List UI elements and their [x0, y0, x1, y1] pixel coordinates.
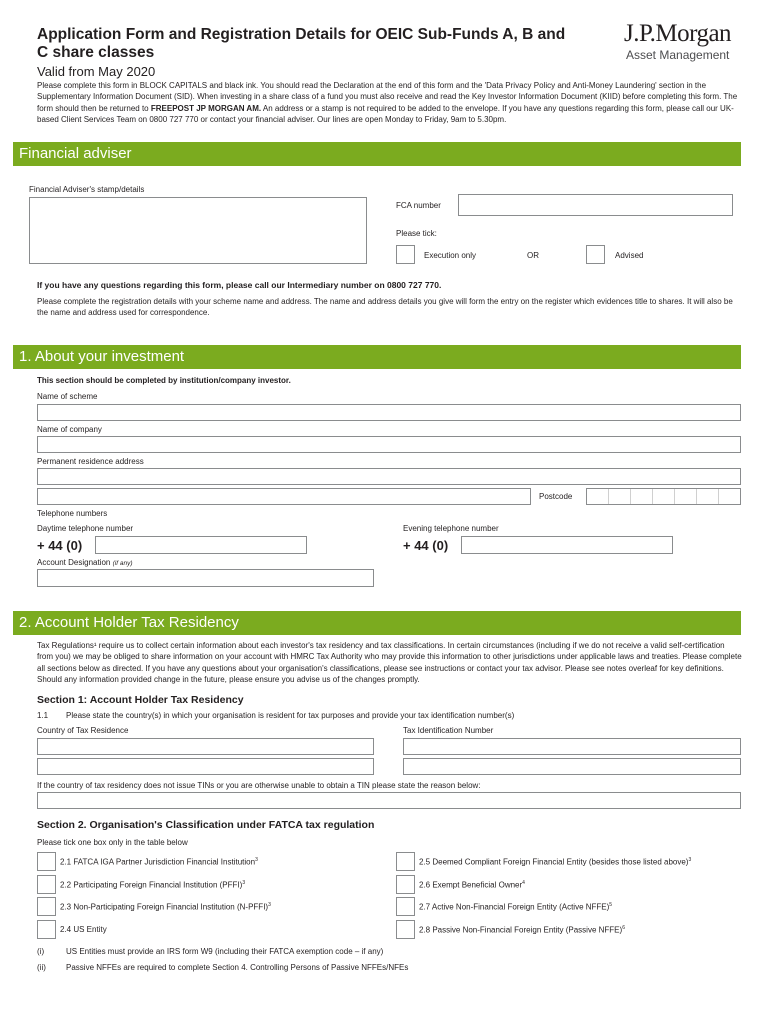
fatca-2-3-footnote: 3	[268, 902, 271, 908]
country-residence-input-2[interactable]	[37, 758, 374, 775]
intro-paragraph	[37, 80, 742, 126]
fatca-2-7-text: 2.7 Active Non-Financial Foreign Entity (Active NFFE)	[419, 902, 610, 912]
evening-phone-input[interactable]	[461, 536, 673, 554]
fatca-2-8-footnote: 6	[622, 925, 625, 931]
fatca-2-3-checkbox[interactable]	[37, 897, 56, 916]
valid-from: Valid from May 2020	[37, 64, 156, 79]
postcode-cell	[653, 489, 675, 504]
registration-note: Please complete the registration details with your scheme name and address. The name and address details you give will form the entry on the register which evidences title to shares. It will also be the name and address used for correspondence.	[37, 297, 733, 318]
fatca-2-5-checkbox[interactable]	[396, 852, 415, 871]
note-text: Passive NFFEs are required to complete Section 4. Controlling Persons of Passive NFFEs/NFEs	[66, 963, 409, 972]
fatca-2-8-text: 2.8 Passive Non-Financial Foreign Entity (Passive NFFE)	[419, 925, 623, 935]
fatca-2-1-label	[60, 857, 258, 867]
fatca-2-3-label	[60, 902, 271, 912]
telephone-label: Telephone numbers	[37, 509, 108, 518]
section1-heading: Section 1: Account Holder Tax Residency	[37, 694, 244, 706]
fatca-2-4-text: 2.4 US Entity	[60, 925, 107, 934]
daytime-phone-input[interactable]	[95, 536, 307, 554]
item-text: Please state the country(s) in which your organisation is resident for tax purposes and provide your tax identification number(s)	[66, 711, 515, 720]
execution-only-label: Execution only	[424, 251, 477, 260]
item-number: 1.1	[37, 711, 49, 720]
address-label: Permanent residence address	[37, 457, 144, 466]
fatca-2-5-text: 2.5 Deemed Compliant Foreign Financial Entity (besides those listed above)	[419, 857, 689, 867]
fatca-2-7-label	[419, 902, 612, 912]
note-number: (ii)	[37, 963, 46, 972]
section-bar-tax-residency: 2. Account Holder Tax Residency	[13, 611, 741, 635]
designation-label-text: Account Designation	[37, 558, 111, 567]
fatca-2-8-checkbox[interactable]	[396, 920, 415, 939]
company-name-input[interactable]	[37, 436, 741, 453]
scheme-name-input[interactable]	[37, 404, 741, 421]
section2-heading: Section 2. Organisation's Classification under FATCA tax regulation	[37, 819, 375, 831]
fatca-2-1-footnote: 3	[255, 857, 258, 863]
logo-subtitle: Asset Management	[626, 48, 730, 62]
section-bar-about-investment: 1. About your investment	[13, 345, 741, 369]
fatca-2-6-footnote: 4	[522, 880, 525, 886]
postcode-cell	[609, 489, 631, 504]
adviser-stamp-box[interactable]	[29, 197, 367, 264]
postcode-cell	[697, 489, 719, 504]
scheme-label: Name of scheme	[37, 392, 98, 401]
designation-label	[37, 558, 133, 567]
tin-label: Tax Identification Number	[403, 726, 494, 735]
tin-input-2[interactable]	[403, 758, 741, 775]
section-bar-financial-adviser: Financial adviser	[13, 142, 741, 166]
address-line-1-input[interactable]	[37, 468, 741, 485]
note-text: US Entities must provide an IRS form W9 (including their FATCA exemption code – if any)	[66, 947, 384, 956]
fatca-2-8-label	[419, 925, 625, 935]
note-number: (i)	[37, 947, 45, 956]
execution-only-checkbox[interactable]	[396, 245, 415, 264]
tax-intro: Tax Regulations¹ require us to collect certain information about each investor's tax residency and tax classifications. In certain circumstances (including if we do not receive a valid self-certification from you) we may be obliged to share information on your account with HMRC Tax Authority who may provide this information to other jurisdictions under applicable laws and treaties. Please complete all sections below as directed. If you have any questions about your organisation's classifications, please see instructions or contact your tax advisor. Please see notes overleaf for key definitions. Should any information provided change in the future, please ensure you advise us of the changes promptly.	[37, 641, 742, 684]
institution-note: This section should be completed by institution/company investor.	[37, 376, 291, 385]
fatca-2-2-footnote: 3	[242, 880, 246, 886]
jpmorgan-logo: J.P.Morgan	[624, 20, 732, 47]
fatca-2-4-checkbox[interactable]	[37, 920, 56, 939]
designation-note: (if any)	[112, 560, 133, 567]
intro-address: FREEPOST JP MORGAN AM.	[150, 103, 262, 113]
postcode-cell	[587, 489, 609, 504]
intro-text-2: An address or a stamp is not required to be added to the envelope. If you have any questions regarding this form, please call our UK-based Client Services Team on 0800 727 770 or contact your financial adviser. Our lines are open Monday to Friday, 9am to 5.30pm.	[37, 103, 734, 125]
no-tin-label: If the country of tax residency does not issue TINs or you are otherwise unable to obtain a TIN please state the reason below:	[37, 781, 481, 790]
fca-label: FCA number	[396, 201, 441, 210]
intro-text-1: Please complete this form in BLOCK CAPITALS and black ink. You should read the Declaration at the end of this form and the 'Data Privacy Policy and Anti-Money Laundering' section in the Supplementary Information Document (SID). When investing in a share class of a fund you must also receive and read the Key Investor Information Document (KIID) before completing this form. The form should then be returned to	[37, 81, 738, 113]
please-tick-label: Please tick:	[396, 229, 437, 238]
advised-label: Advised	[615, 251, 644, 260]
fatca-2-6-checkbox[interactable]	[396, 875, 415, 894]
fatca-2-7-footnote: 5	[609, 902, 613, 908]
daytime-phone-prefix: + 44 (0)	[37, 538, 83, 553]
address-line-2-input[interactable]	[37, 488, 531, 505]
fatca-2-2-text: 2.2 Participating Foreign Financial Institution (PFFI)	[60, 880, 243, 890]
form-title: Application Form and Registration Details for OEIC Sub-Funds A, B and C share classes	[37, 26, 566, 61]
country-residence-input-1[interactable]	[37, 738, 374, 755]
postcode-label: Postcode	[539, 492, 573, 501]
fatca-2-4-label	[60, 925, 107, 934]
fatca-2-1-text: 2.1 FATCA IGA Partner Jurisdiction Financial Institution	[60, 857, 256, 867]
fatca-2-2-checkbox[interactable]	[37, 875, 56, 894]
account-designation-input[interactable]	[37, 569, 374, 587]
no-tin-reason-input[interactable]	[37, 792, 741, 809]
company-label: Name of company	[37, 425, 102, 434]
fatca-2-5-label	[419, 857, 691, 867]
fatca-2-1-checkbox[interactable]	[37, 852, 56, 871]
stamp-label: Financial Adviser's stamp/details	[29, 185, 145, 194]
tick-one-label: Please tick one box only in the table below	[37, 838, 188, 847]
evening-phone-label: Evening telephone number	[403, 524, 499, 533]
fatca-2-7-checkbox[interactable]	[396, 897, 415, 916]
advised-checkbox[interactable]	[586, 245, 605, 264]
fatca-2-6-text: 2.6 Exempt Beneficial Owner	[419, 880, 523, 890]
fatca-2-5-footnote: 3	[688, 857, 692, 863]
postcode-input[interactable]	[586, 488, 741, 505]
fatca-2-6-label	[419, 880, 525, 890]
fatca-2-2-label	[60, 880, 245, 890]
country-label: Country of Tax Residence	[37, 726, 129, 735]
intermediary-questions: If you have any questions regarding this form, please call our Intermediary number on 0800 727 770.	[37, 280, 442, 290]
fca-number-input[interactable]	[458, 194, 733, 216]
postcode-cell	[631, 489, 653, 504]
evening-phone-prefix: + 44 (0)	[403, 538, 449, 553]
postcode-cell	[675, 489, 697, 504]
tin-input-1[interactable]	[403, 738, 741, 755]
fatca-2-3-text: 2.3 Non-Participating Foreign Financial Institution (N-PFFI)	[60, 902, 269, 912]
daytime-phone-label: Daytime telephone number	[37, 524, 134, 533]
or-label: OR	[527, 251, 539, 260]
